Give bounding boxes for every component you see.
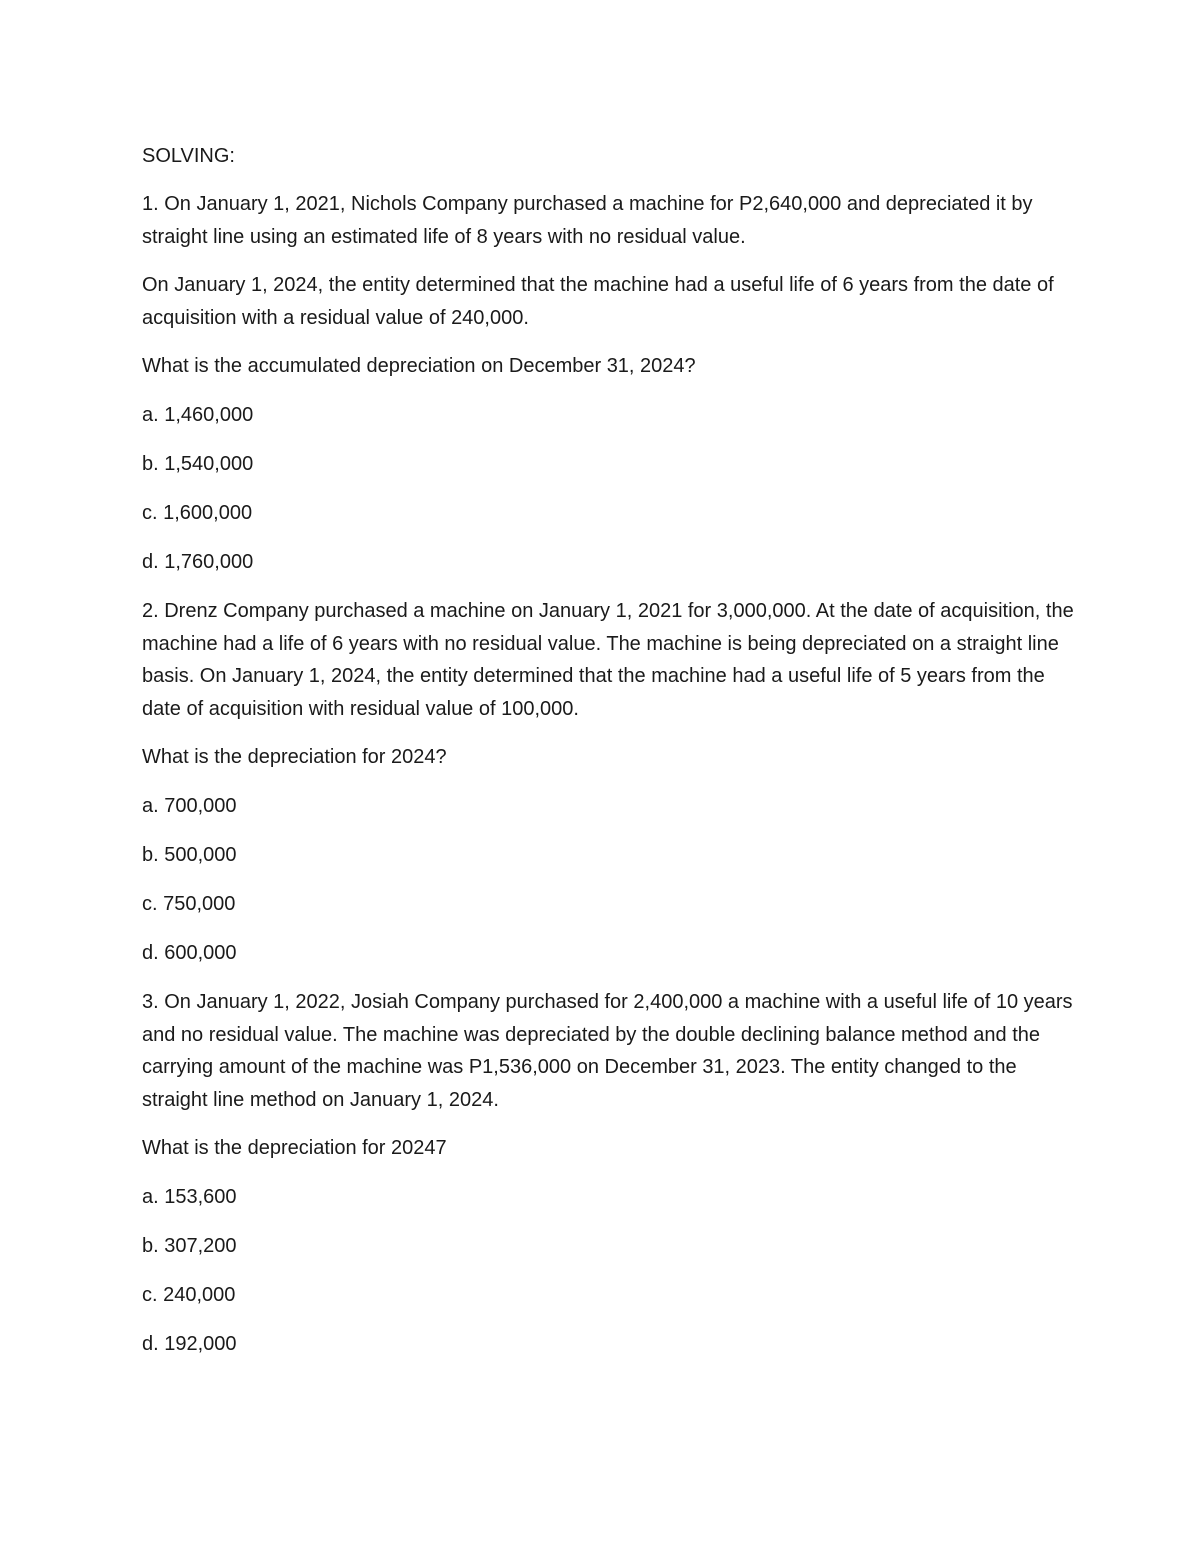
document-heading: SOLVING: (142, 145, 235, 167)
problem-3-option-a: a. 153,600 (142, 1186, 237, 1208)
problem-2-option-c: c. 750,000 (142, 893, 236, 915)
problem-2-option-b: b. 500,000 (142, 844, 237, 866)
problem-1-question: What is the accumulated depreciation on December 31, 2024? (142, 355, 696, 377)
problem-2 (142, 595, 1082, 970)
problem-1 (142, 188, 1082, 579)
problem-3-option-d: d. 192,000 (142, 1333, 237, 1355)
problem-3-statement: 3. On January 1, 2022, Josiah Company purchased for 2,400,000 a machine with a useful life of 10 years and no residual value. The machine was depreciated by the double declining balance method and the carrying amount of the machine was P1,536,000 on December 31, 2023. The entity changed to the straight line method on January 1, 2024. (142, 991, 1073, 1111)
problem-1-statement: 1. On January 1, 2021, Nichols Company purchased a machine for P2,640,000 and depreciated it by straight line using an estimated life of 8 years with no residual value. (142, 193, 1033, 248)
problem-1-option-c: c. 1,600,000 (142, 502, 253, 524)
problem-1-option-d: d. 1,760,000 (142, 551, 254, 573)
problem-3-option-b: b. 307,200 (142, 1235, 237, 1257)
problem-2-statement: 2. Drenz Company purchased a machine on January 1, 2021 for 3,000,000. At the date of acquisition, the machine had a life of 6 years with no residual value. The machine is being depreciated on a straight line basis. On January 1, 2024, the entity determined that the machine had a useful life of 5 years from the date of acquisition with residual value of 100,000. (142, 600, 1074, 720)
problem-3-question: What is the depreciation for 20247 (142, 1137, 447, 1159)
problem-1-option-b: b. 1,540,000 (142, 453, 254, 475)
problem-2-option-a: a. 700,000 (142, 795, 237, 817)
document-page (142, 140, 1082, 1377)
problem-2-question: What is the depreciation for 2024? (142, 746, 447, 768)
problem-2-option-d: d. 600,000 (142, 942, 237, 964)
problem-1-option-a: a. 1,460,000 (142, 404, 254, 426)
problem-3 (142, 986, 1082, 1361)
problem-1-revision: On January 1, 2024, the entity determined that the machine had a useful life of 6 years from the date of acquisition with a residual value of 240,000. (142, 274, 1054, 329)
problem-3-option-c: c. 240,000 (142, 1284, 236, 1306)
